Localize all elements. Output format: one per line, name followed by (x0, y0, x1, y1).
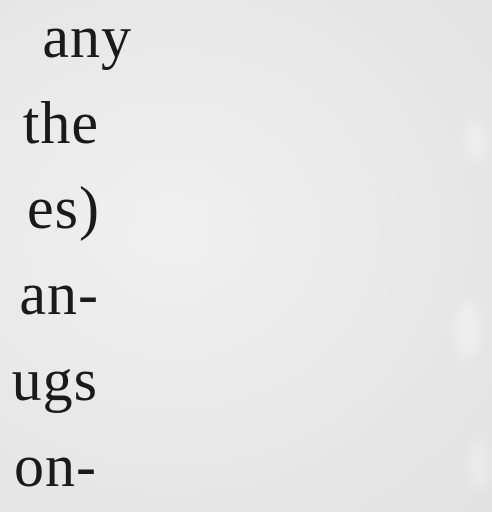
text-line-5: ugs (11, 347, 98, 413)
text-line-2: the (22, 90, 99, 156)
text-line-6: on- (14, 433, 97, 499)
text-column (0, 0, 140, 512)
text-line-1: any (42, 4, 132, 70)
text-line-3: es) (27, 175, 100, 241)
text-line-4: an- (19, 261, 99, 327)
paper-smudge (456, 300, 480, 360)
paper-smudge (466, 120, 486, 160)
paper-smudge (470, 440, 488, 490)
